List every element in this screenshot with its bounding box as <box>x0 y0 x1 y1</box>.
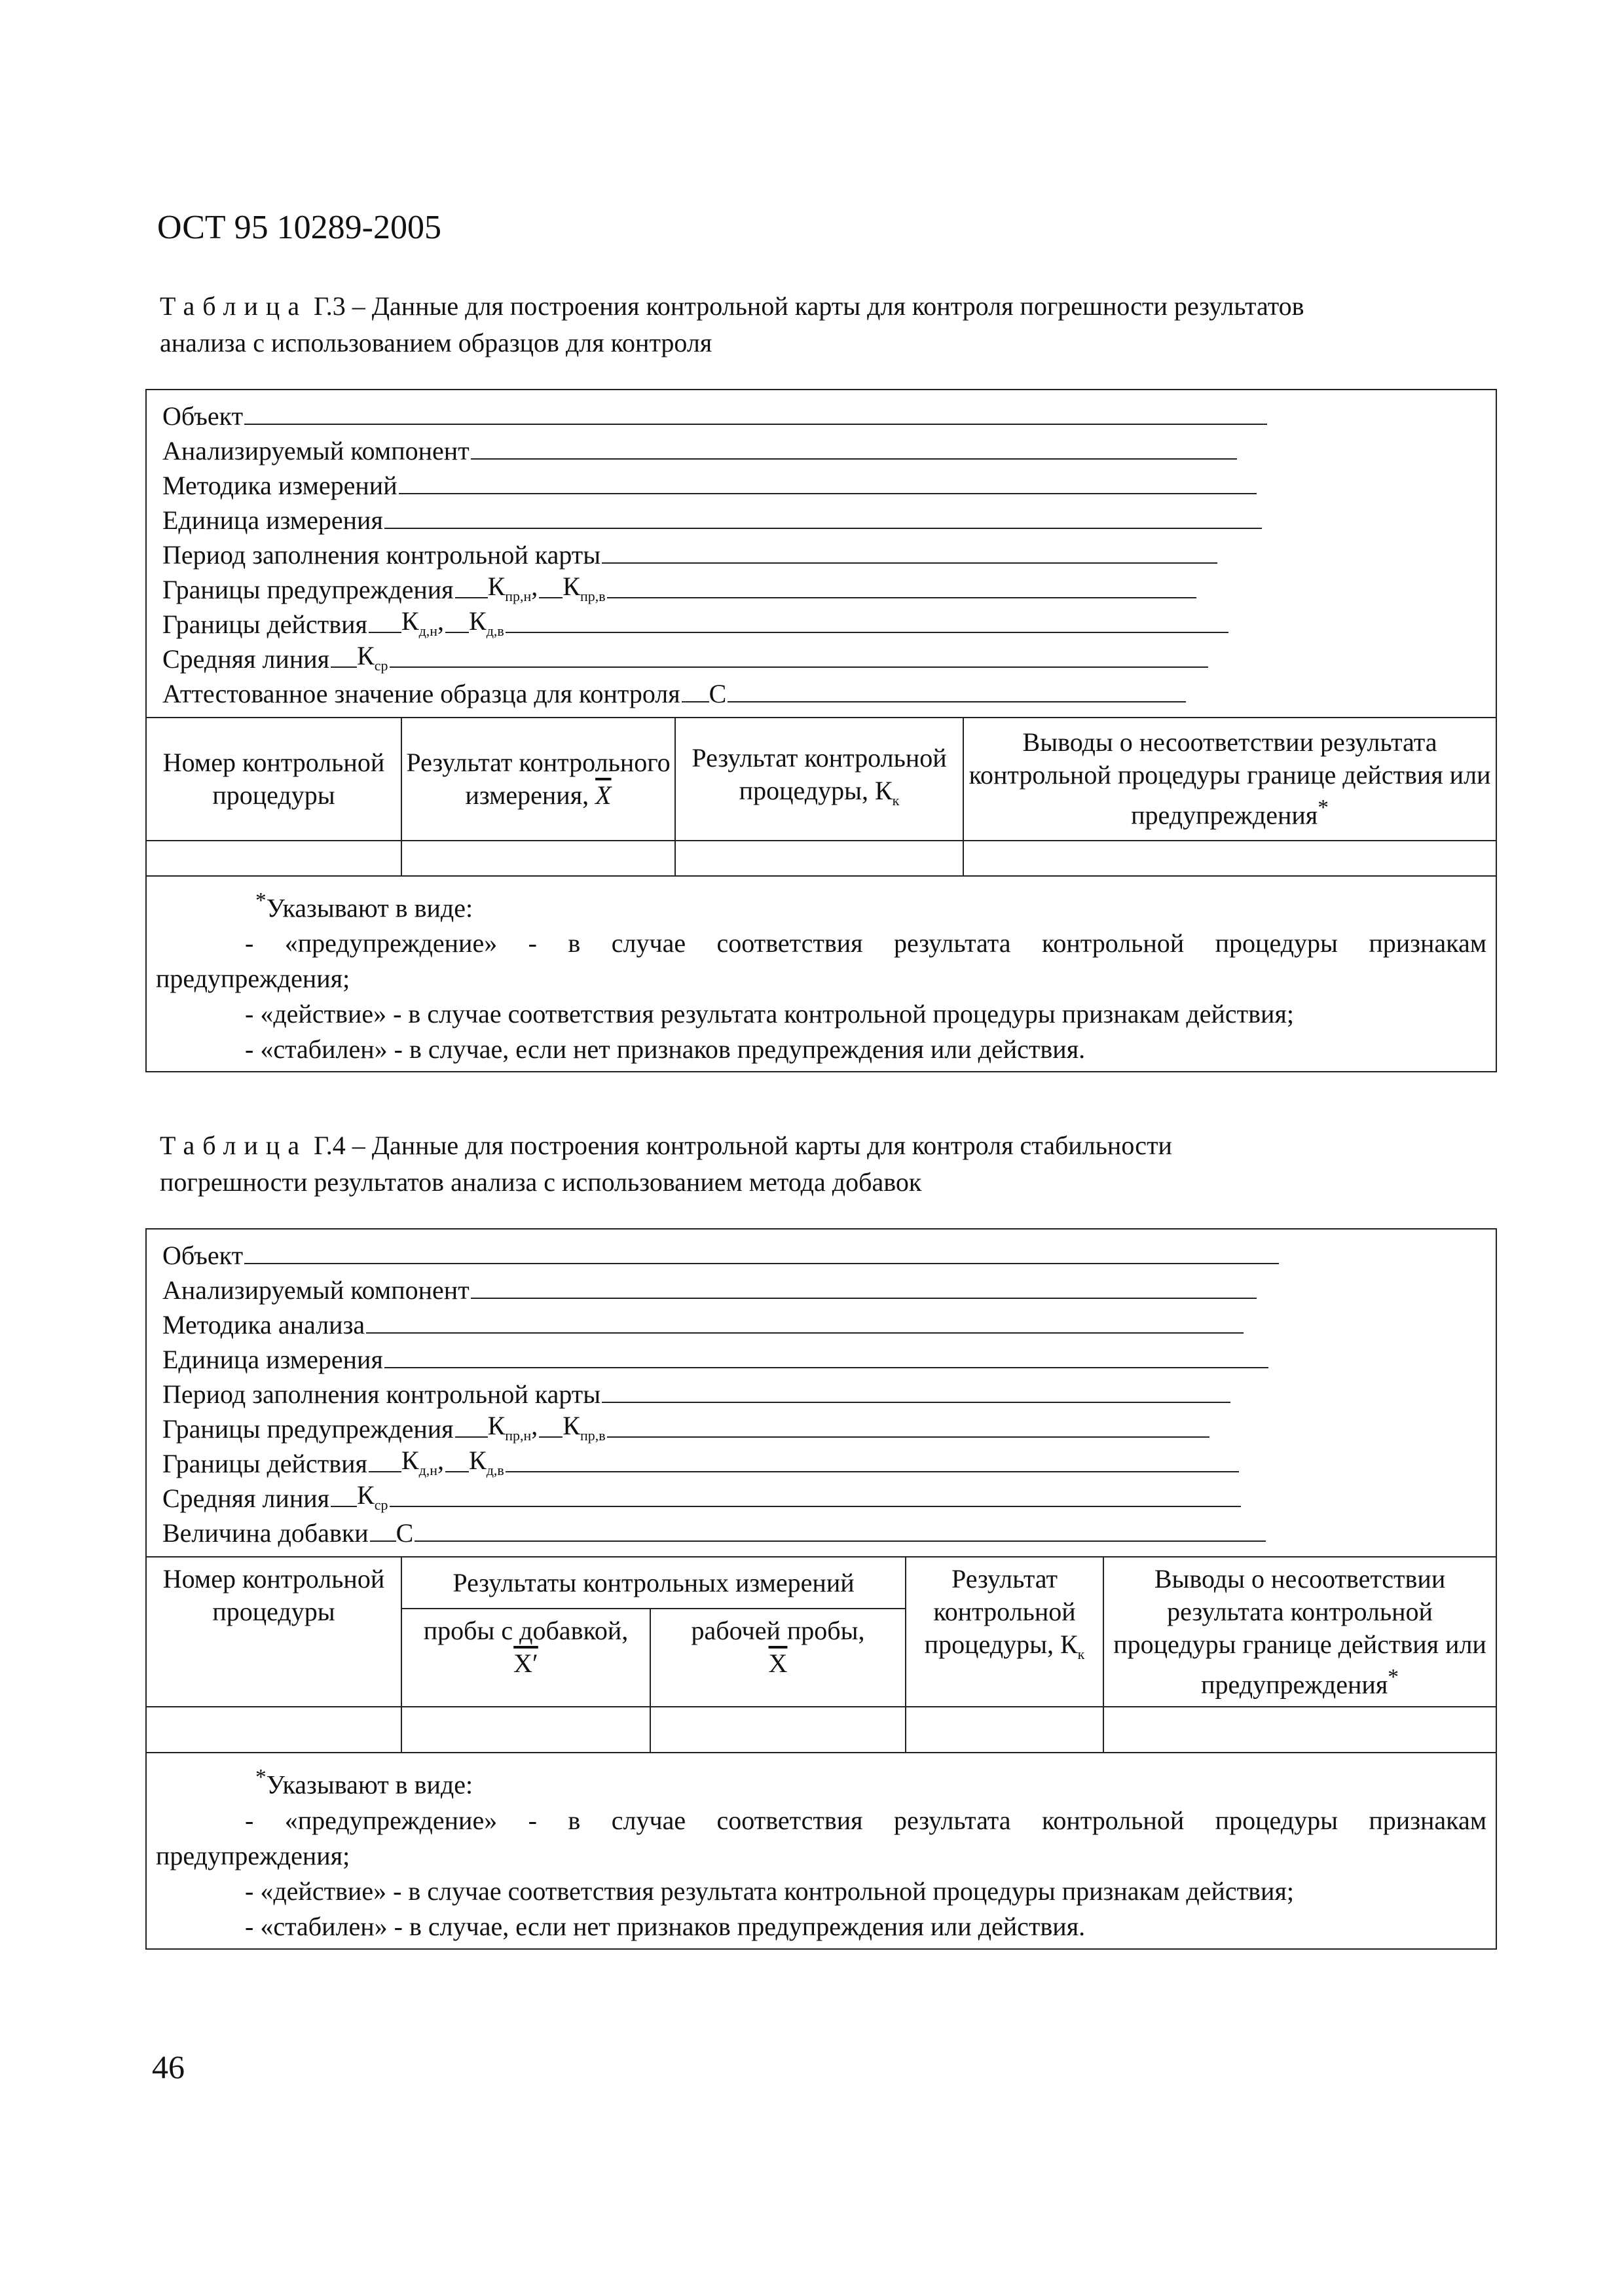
g4-col-spiked-sample <box>401 1609 650 1707</box>
g3-mid-label: Средняя линия <box>162 644 330 674</box>
g4-col-procedure-result-text: Результат контрольной процедуры, К <box>924 1564 1078 1659</box>
g4-col-conclusions-text: Выводы о несоответствии результата контрольной процедуры границе действия или предупреждения <box>1113 1564 1486 1700</box>
g4-note-warning-cont: предупреждения; <box>156 1840 350 1870</box>
g4-note-head-text: Указывают в виде: <box>266 1770 473 1800</box>
g4-mid-line-a[interactable] <box>331 1506 357 1507</box>
g3-col-procedure-result-sub: к <box>892 792 900 809</box>
g4-cell-working-sample[interactable] <box>650 1707 906 1753</box>
table-g3-caption-lead: Таблица <box>160 291 308 321</box>
g4-field-period[interactable] <box>162 1375 1496 1410</box>
table-g4-caption-line2: погрешности результатов анализа с использованием метода добавок <box>160 1167 922 1197</box>
g4-action-k2: $К_{д,в}$ <box>469 1446 504 1478</box>
g3-note-head-text: Указывают в виде: <box>266 893 473 923</box>
g3-attest-c: С <box>709 679 727 708</box>
g4-field-warning-limits[interactable] <box>162 1410 1496 1444</box>
g3-cell-conclusions[interactable] <box>963 841 1496 876</box>
g4-col-procedure-result <box>906 1557 1103 1707</box>
g4-note-mark: * <box>255 1765 267 1790</box>
g4-col-spiked-symbol: X′ <box>513 1649 538 1679</box>
g3-cell-procedure-number[interactable] <box>146 841 401 876</box>
g3-field-period-label: Период заполнения контрольной карты <box>162 540 601 570</box>
g3-field-object-line[interactable] <box>244 424 1267 425</box>
g4-cell-conclusions[interactable] <box>1103 1707 1496 1753</box>
g4-col-working-sample <box>650 1609 906 1707</box>
g3-note-warning-cont: предупреждения; <box>156 964 350 994</box>
g3-col-procedure-result <box>675 718 963 841</box>
g3-field-warning-limits[interactable] <box>162 570 1496 605</box>
g3-action-k2: $К_{д,в}$ <box>469 606 504 639</box>
g3-field-component-label: Анализируемый компонент <box>162 436 470 465</box>
g4-field-mid-line[interactable] <box>162 1479 1496 1514</box>
table-g3-caption <box>160 288 1489 361</box>
g3-note-stable: - «стабилен» - в случае, если нет признаков предупреждения или действия. <box>245 1034 1086 1065</box>
g4-col-working-sample-text: рабочей пробы, <box>691 1616 865 1646</box>
g4-col-conclusions <box>1103 1557 1496 1707</box>
g4-field-object-line[interactable] <box>244 1263 1279 1264</box>
g4-mid-line-b[interactable] <box>390 1506 1241 1507</box>
table-g3-caption-line2: анализа с использованием образцов для контроля <box>160 328 712 357</box>
g3-col-measurement-symbol: $\overline{X}$ <box>595 780 612 810</box>
table-g4-caption-lead: Таблица <box>160 1131 308 1160</box>
g3-note-action: - «действие» - в случае соответствия результата контрольной процедуры признакам действия; <box>245 999 1294 1029</box>
g4-cell-procedure-result[interactable] <box>906 1707 1103 1753</box>
g4-note-action: - «действие» - в случае соответствия результата контрольной процедуры признакам действия; <box>245 1876 1294 1906</box>
g4-warning-k2: $К_{пр,в}$ <box>563 1411 606 1444</box>
g3-field-method[interactable] <box>162 466 1496 501</box>
g4-note-head <box>156 1760 1486 1802</box>
table-g3-notes <box>146 876 1496 1072</box>
g3-attest-line-b[interactable] <box>728 701 1186 702</box>
g3-field-mid-line[interactable] <box>162 640 1496 674</box>
g4-field-object[interactable] <box>162 1236 1496 1271</box>
g4-field-period-line[interactable] <box>602 1402 1230 1403</box>
g3-field-unit-line[interactable] <box>384 528 1262 529</box>
g4-additive-label: Величина добавки <box>162 1518 369 1548</box>
g4-field-action-limits[interactable] <box>162 1444 1496 1479</box>
g3-field-method-label: Методика измерений <box>162 471 397 500</box>
g3-field-method-line[interactable] <box>399 493 1257 494</box>
g3-field-object[interactable] <box>162 397 1496 431</box>
g3-col-conclusions-text: Выводы о несоответствии результата контрольной процедуры границе действия или предупреждения <box>969 727 1491 830</box>
g4-warning-line-c[interactable] <box>607 1436 1209 1438</box>
g4-cell-procedure-number[interactable] <box>146 1707 401 1753</box>
g3-action-line-a[interactable] <box>369 632 401 633</box>
g4-additive-line-a[interactable] <box>370 1540 396 1542</box>
g3-warning-k2: $К_{пр,в}$ <box>563 572 606 604</box>
g4-field-method-line[interactable] <box>366 1332 1244 1334</box>
g3-col-procedure-result-text: Результат контрольной процедуры, К <box>692 742 947 805</box>
g4-action-line-b[interactable] <box>445 1471 469 1472</box>
table-g4-notes <box>146 1753 1496 1948</box>
g3-mid-line-a[interactable] <box>331 666 357 668</box>
g3-note-head <box>156 883 1486 926</box>
g4-col-working-symbol: $\overline{X}$ <box>768 1649 788 1679</box>
g4-mid-label: Средняя линия <box>162 1484 330 1513</box>
page-number: 46 <box>152 2049 185 2085</box>
g3-cell-procedure-result[interactable] <box>675 841 963 876</box>
g3-warning-line-c[interactable] <box>607 597 1196 598</box>
g3-action-label: Границы действия <box>162 610 367 639</box>
g4-mid-k: $К_{ср}$ <box>357 1480 388 1513</box>
table-g4-fields <box>146 1229 1496 1557</box>
g4-warning-label: Границы предупреждения <box>162 1414 454 1444</box>
g3-col-measurement-result-text: Результат контрольного измерения, <box>406 748 671 810</box>
g3-field-period-line[interactable] <box>602 562 1217 564</box>
g3-col-procedure-number: Номер контрольной процедуры <box>146 718 401 841</box>
g3-action-line-c[interactable] <box>506 632 1228 633</box>
table-g3 <box>145 389 1497 1072</box>
g4-field-method[interactable] <box>162 1305 1496 1340</box>
g4-field-component-line[interactable] <box>471 1298 1257 1299</box>
g3-cell-measurement-result[interactable] <box>401 841 675 876</box>
g3-note-mark: * <box>255 888 267 913</box>
document-code: ОСТ 95 10289-2005 <box>157 209 441 246</box>
g4-action-line-c[interactable] <box>506 1471 1239 1472</box>
g4-field-unit-label: Единица измерения <box>162 1345 383 1374</box>
g3-field-component-line[interactable] <box>471 458 1237 460</box>
g3-note-warning: - «предупреждение» - в случае соответствия результата контрольной процедуры признакам <box>245 928 1487 958</box>
g3-action-k1: $К_{д,н}$, <box>401 606 445 639</box>
g4-note-warning: - «предупреждение» - в случае соответствия результата контрольной процедуры признакам <box>245 1805 1487 1835</box>
g3-col-conclusions <box>963 718 1496 841</box>
table-row <box>146 1707 1496 1753</box>
g3-field-period[interactable] <box>162 536 1496 570</box>
g4-field-unit-line[interactable] <box>384 1367 1268 1368</box>
g4-col-procedure-result-sub: к <box>1077 1646 1085 1662</box>
table-row <box>146 841 1496 876</box>
g4-action-label: Границы действия <box>162 1449 367 1478</box>
g4-field-unit[interactable] <box>162 1340 1496 1375</box>
g4-col-spiked-sample-text: пробы с добавкой, <box>423 1616 629 1646</box>
g3-warning-k1: $К_{пр,н}$, <box>487 572 538 604</box>
g4-col-procedure-number: Номер контрольной процедуры <box>146 1557 401 1707</box>
table-g3-caption-rest: – Данные для построения контрольной карты для контроля погрешности результатов <box>345 291 1304 321</box>
g3-field-action-limits[interactable] <box>162 605 1496 640</box>
g3-field-component[interactable] <box>162 431 1496 466</box>
g3-warning-line-b[interactable] <box>539 597 563 598</box>
g3-field-unit[interactable] <box>162 501 1496 536</box>
g4-col-conclusions-mark: * <box>1388 1665 1399 1689</box>
table-g3-caption-num: Г.3 <box>307 291 346 321</box>
g4-field-component-label: Анализируемый компонент <box>162 1275 470 1305</box>
g4-field-additive[interactable] <box>162 1514 1496 1548</box>
g4-additive-c: С <box>396 1518 414 1548</box>
g3-warning-label: Границы предупреждения <box>162 575 454 604</box>
g4-note-stable: - «стабилен» - в случае, если нет признаков предупреждения или действия. <box>245 1911 1086 1941</box>
g3-mid-line-b[interactable] <box>390 666 1208 668</box>
g3-field-object-label: Объект <box>162 401 244 431</box>
g4-col-group-measurements: Результаты контрольных измерений <box>401 1557 906 1609</box>
g4-warning-k1: $К_{пр,н}$, <box>487 1411 538 1444</box>
table-g4-caption <box>160 1127 1489 1201</box>
g3-attest-label: Аттестованное значение образца для контроля <box>162 679 680 708</box>
g4-warning-line-a[interactable] <box>455 1436 488 1438</box>
table-g3-fields <box>146 390 1496 718</box>
g3-field-unit-label: Единица измерения <box>162 505 383 535</box>
g3-mid-k: $К_{ср}$ <box>357 641 388 674</box>
g3-field-attested-value[interactable] <box>162 674 1496 709</box>
g3-warning-line-a[interactable] <box>455 597 488 598</box>
g4-cell-spiked-sample[interactable] <box>401 1707 650 1753</box>
g4-field-component[interactable] <box>162 1271 1496 1305</box>
g4-field-period-label: Период заполнения контрольной карты <box>162 1379 601 1409</box>
g4-additive-line-b[interactable] <box>415 1540 1266 1542</box>
g4-field-object-label: Объект <box>162 1241 244 1270</box>
table-g4-caption-num: Г.4 <box>307 1131 346 1160</box>
g4-action-k1: $К_{д,н}$, <box>401 1446 445 1478</box>
g4-action-line-a[interactable] <box>369 1471 401 1472</box>
table-g4 <box>145 1228 1497 1950</box>
g3-col-conclusions-mark: * <box>1318 795 1329 820</box>
table-g4-caption-rest: – Данные для построения контрольной карты для контроля стабильности <box>345 1131 1172 1160</box>
g3-col-measurement-result <box>401 718 675 841</box>
g3-attest-line-a[interactable] <box>682 701 709 702</box>
g4-warning-line-b[interactable] <box>539 1436 563 1438</box>
g3-action-line-b[interactable] <box>445 632 469 633</box>
g4-field-method-label: Методика анализа <box>162 1310 365 1339</box>
